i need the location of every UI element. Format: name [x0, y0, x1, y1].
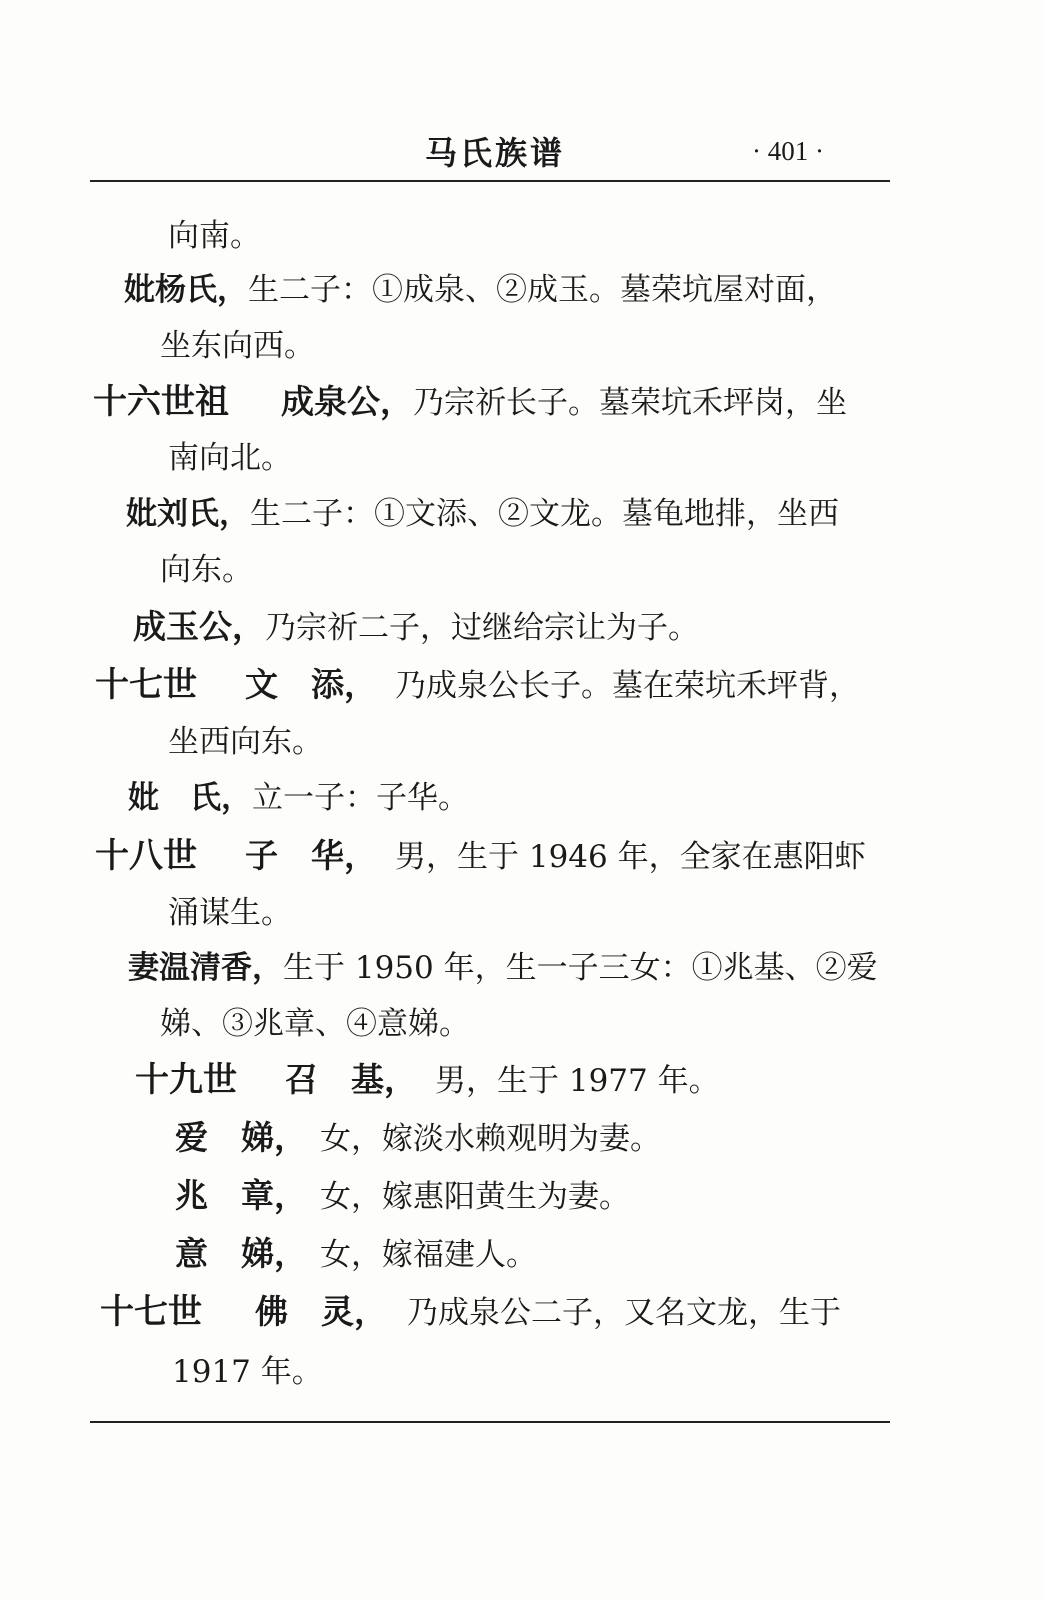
entry-head: 成玉公，	[133, 607, 265, 646]
header-rule	[90, 180, 890, 182]
entry-head: 妻温清香，	[128, 950, 283, 986]
generation-label: 十六世祖	[93, 382, 229, 422]
entry-text: 涌谋生。	[168, 895, 292, 931]
text-line	[168, 722, 323, 762]
entry-head: 妣 氏，	[128, 780, 252, 816]
text-line	[135, 1060, 720, 1101]
entry-text: 坐东向西。	[160, 328, 315, 364]
page-number: · 401 ·	[752, 136, 824, 166]
entry-text: 坐西向东。	[168, 724, 323, 760]
person-name: 佛 灵，	[255, 1292, 387, 1331]
text-line	[160, 550, 253, 590]
entry-text: 立一子：子华。	[252, 780, 469, 816]
entry-text: 乃宗祈二子，过继给宗让为子。	[265, 610, 699, 646]
footer-rule	[90, 1421, 890, 1423]
generation-label: 十九世	[135, 1060, 237, 1100]
entry-text: 乃成泉公长子。墓在荣坑禾坪背，	[395, 668, 860, 704]
entry-text: 男，生于 1946 年，全家在惠阳虾	[395, 839, 866, 875]
text-line	[160, 1004, 470, 1044]
generation-label: 十八世	[95, 836, 197, 876]
text-line	[160, 326, 315, 366]
person-name: 爱 娣，	[175, 1118, 307, 1157]
text-line	[95, 836, 866, 877]
text-line	[175, 1118, 661, 1159]
generation-label: 十七世	[100, 1292, 202, 1332]
entry-text: 女，嫁淡水赖观明为妻。	[320, 1121, 661, 1157]
entry-text: 女，嫁福建人。	[320, 1237, 537, 1273]
text-line	[93, 382, 847, 423]
person-name: 意 娣，	[175, 1234, 307, 1273]
entry-text: 向东。	[160, 552, 253, 588]
entry-text: 生二子：①文添、②文龙。墓龟地排，坐西	[250, 496, 839, 532]
text-line	[100, 1292, 841, 1333]
person-name: 召 基，	[285, 1060, 417, 1099]
entry-text: 生二子：①成泉、②成玉。墓荣坑屋对面，	[248, 272, 837, 308]
entry-text: 1917 年。	[172, 1354, 323, 1390]
entry-text: 女，嫁惠阳黄生为妻。	[320, 1179, 630, 1215]
entry-head: 妣刘氏，	[126, 496, 250, 532]
text-line	[168, 893, 292, 933]
generation-label: 十七世	[95, 665, 197, 705]
text-line	[175, 1234, 537, 1275]
person-name: 子 华，	[245, 836, 377, 875]
text-line	[133, 607, 699, 648]
entry-text: 娣、③兆章、④意娣。	[160, 1006, 470, 1042]
text-line	[172, 1352, 323, 1392]
entry-text: 男，生于 1977 年。	[435, 1063, 720, 1099]
person-name: 兆 章，	[175, 1176, 307, 1215]
running-title: 马氏族谱	[425, 134, 566, 172]
text-line	[128, 778, 469, 818]
text-line	[126, 494, 839, 534]
entry-text: 向南。	[168, 218, 261, 254]
text-line	[124, 270, 837, 310]
person-name: 文 添，	[245, 665, 377, 704]
entry-text: 生于 1950 年，生一子三女：①兆基、②爱	[283, 950, 878, 986]
text-line	[168, 216, 261, 256]
text-line	[128, 948, 878, 988]
entry-text: 乃成泉公二子，又名文龙，生于	[407, 1295, 841, 1331]
text-line	[175, 1176, 630, 1217]
text-line	[168, 438, 292, 478]
person-name: 成泉公，	[281, 382, 413, 421]
entry-text: 南向北。	[168, 440, 292, 476]
entry-text: 乃宗祈长子。墓荣坑禾坪岗，坐	[413, 385, 847, 421]
text-line	[95, 665, 860, 706]
entry-head: 妣杨氏，	[124, 272, 248, 308]
